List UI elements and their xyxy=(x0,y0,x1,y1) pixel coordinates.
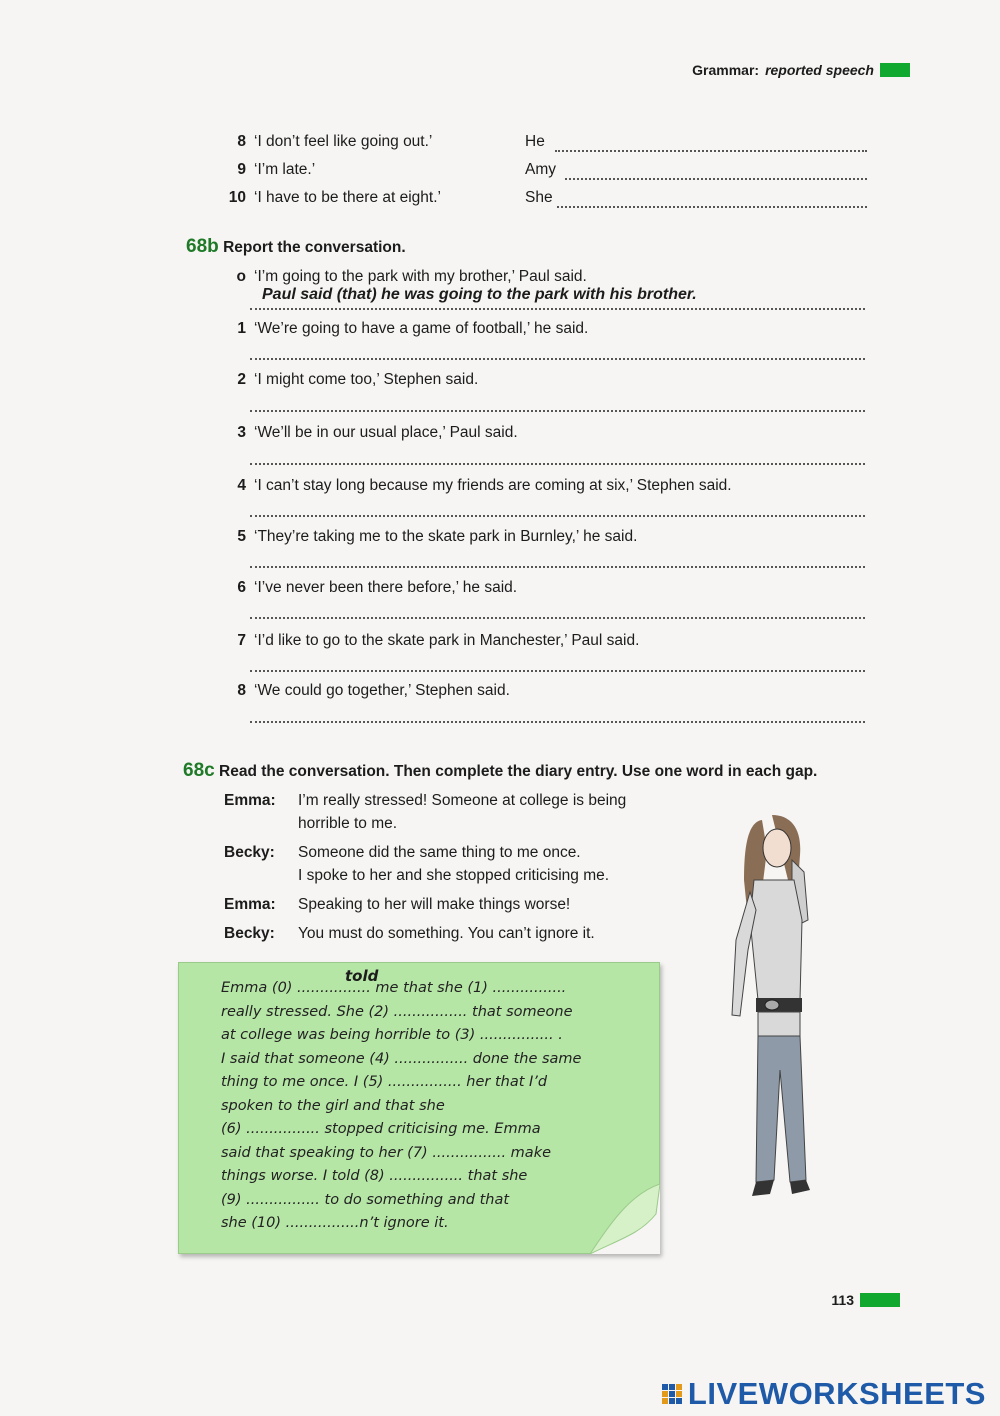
answer-blank-b7[interactable] xyxy=(250,670,865,672)
page-header xyxy=(692,62,910,78)
diary-line: really stressed. She (2) ................ that someone xyxy=(221,1003,573,1020)
diary-line: said that speaking to her (7) ................ make xyxy=(221,1144,552,1161)
diary-line: (6) ................ stopped criticising me. Emma xyxy=(221,1121,541,1137)
diary-line: Emma (0) ................ me that she (1) ................ xyxy=(221,980,567,996)
liveworksheets-logo: LIVEWORKSHEETS xyxy=(662,1376,986,1412)
report-item: 3 ‘We’ll be in our usual place,’ Paul said. xyxy=(237,424,518,441)
example-item: o ‘I’m going to the park with my brother,’ Paul said. xyxy=(236,268,587,285)
answer-blank-top-10[interactable] xyxy=(557,206,867,208)
logo-grid-icon xyxy=(662,1384,682,1404)
conversation-line: Emma: I’m really stressed! Someone at college is being horrible to me. xyxy=(224,792,627,832)
diary-line: thing to me once. I (5) ................ her that I’d xyxy=(221,1074,548,1090)
report-item: 7 ‘I’d like to go to the skate park in Manchester,’ Paul said. xyxy=(237,632,640,649)
top-item: 8 ‘I don’t feel like going out.’ xyxy=(237,133,433,150)
example-answer-line xyxy=(250,308,865,310)
answer-blank-b1[interactable] xyxy=(250,358,865,360)
report-item: 5 ‘They’re taking me to the skate park in Burnley,’ he said. xyxy=(237,528,638,545)
section-68c-heading: 68c Read the conversation. Then complete the diary entry. Use one word in each gap. xyxy=(183,760,818,781)
answer-blank-b4[interactable] xyxy=(250,515,865,517)
top-item: 9 ‘I’m late.’ xyxy=(237,161,316,178)
diary-line: things worse. I told (8) ................ that she xyxy=(221,1168,528,1184)
answer-blank-b6[interactable] xyxy=(250,617,865,619)
header-green-bar xyxy=(880,63,910,77)
diary-line: at college was being horrible to (3) ................ . xyxy=(221,1027,563,1043)
girl-illustration-icon xyxy=(722,810,832,1210)
answer-blank-b3[interactable] xyxy=(250,463,865,465)
report-item: 4 ‘I can’t stay long because my friends are coming at six,’ Stephen said. xyxy=(237,477,732,494)
diary-line: spoken to the girl and that she xyxy=(221,1097,445,1114)
diary-text xyxy=(221,977,621,1236)
answer-blank-top-8[interactable] xyxy=(555,150,867,152)
conversation-line: Emma: Speaking to her will make things worse! xyxy=(224,896,571,913)
diary-note xyxy=(178,962,660,1254)
page-curl-icon xyxy=(590,1184,660,1254)
report-item: 2 ‘I might come too,’ Stephen said. xyxy=(237,371,479,388)
answer-blank-b8[interactable] xyxy=(250,721,865,723)
top-item: 10 ‘I have to be there at eight.’ xyxy=(228,189,441,206)
header-topic: reported speech xyxy=(765,62,874,78)
report-item: 1 ‘We’re going to have a game of football,’ he said. xyxy=(237,320,589,337)
diary-line: she (10) ................n’t ignore it. xyxy=(221,1215,449,1231)
top-item-subject: He xyxy=(525,133,545,150)
section-68b-heading: 68b Report the conversation. xyxy=(186,236,406,257)
diary-line: (9) ................ to do something and that xyxy=(221,1191,510,1208)
top-item-subject: Amy xyxy=(525,161,556,178)
header-prefix: Grammar: xyxy=(692,62,760,78)
example-answer: Paul said (that) he was going to the park with his brother. xyxy=(262,286,697,303)
conversation xyxy=(224,789,684,945)
answer-blank-b2[interactable] xyxy=(250,410,865,412)
answer-blank-b5[interactable] xyxy=(250,566,865,568)
top-item-subject: She xyxy=(525,189,553,206)
diary-line: I said that someone (4) ................ done the same xyxy=(221,1050,582,1067)
diary-example-answer: told xyxy=(345,967,379,985)
page-number-bar xyxy=(860,1293,900,1307)
page-number: 113 xyxy=(831,1292,900,1308)
report-item: 6 ‘I’ve never been there before,’ he said. xyxy=(237,579,518,596)
conversation-line: Becky: You must do something. You can’t ignore it. xyxy=(224,925,595,942)
answer-blank-top-9[interactable] xyxy=(565,178,867,180)
conversation-line: Becky: Someone did the same thing to me once. I spoke to her and she stopped criticising me. xyxy=(224,844,610,884)
report-item: 8 ‘We could go together,’ Stephen said. xyxy=(237,682,510,699)
